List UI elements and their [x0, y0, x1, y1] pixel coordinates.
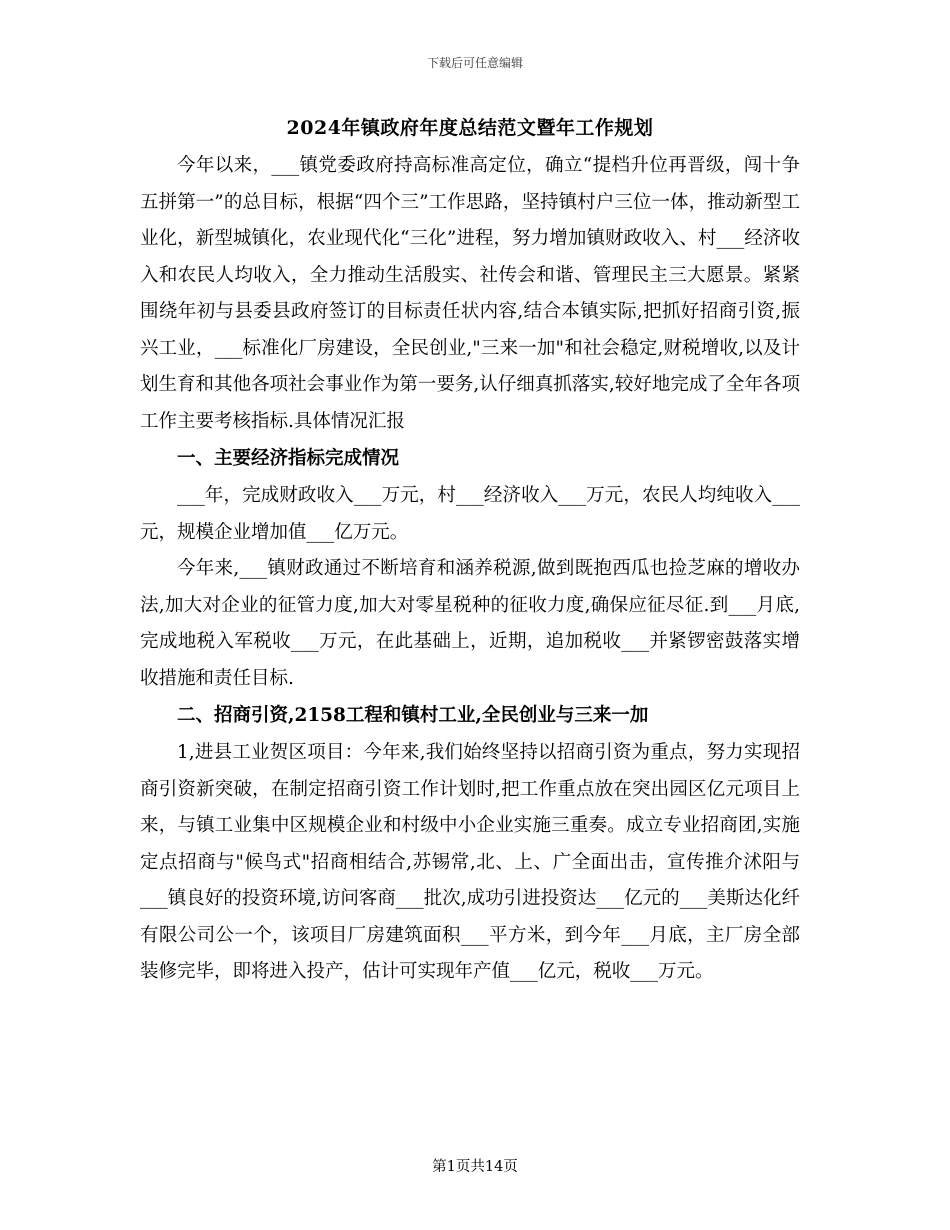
section-2-heading: 二、招商引资,2158工程和镇村工业,全民创业与三来一加 — [177, 705, 649, 726]
document-title: 2024年镇政府年度总结范文暨年工作规划 — [286, 117, 654, 139]
intro-paragraph: 今年以来，___镇党委政府持高标准高定位，确立“提档升位再晋级，闯十争五拼第一”的总目标，根据“四个三”工作思路，坚持镇村户三位一体，推动新型工业化，新型城镇化，农业现代化“三化”进程，努力增加镇财政收入、村___经济收入和农民人均收入，全力推动生活殷实、社传会和谐、管理民主三大愿景。紧紧围绕年初与县委县政府签订的目标责任状内容,结合本镇实际,把抓好招商引资,振兴工业，___标准化厂房建设，全民创业,"三来一加"和社会稳定,财税增收,以及计划生育和其他各项社会事业作为第一要务,认仔细真抓落实,较好地完成了全年各项工作主要考核指标.具体情况汇报 — [140, 155, 800, 432]
section-1-heading: 一、主要经济指标完成情况 — [177, 448, 400, 469]
header-note: 下载后可任意编辑 — [426, 56, 523, 70]
section-2-paragraph-1: 1,进县工业贺区项目：今年来,我们始终坚持以招商引资为重点，努力实现招商引资新突破，在制定招商引资工作计划时,把工作重点放在突出园区亿元项目上来，与镇工业集中区规模企业和村级中小企业实施三重奏。成立专业招商团,实施定点招商与"候鸟式"招商相结合,苏锡常,北、上、广全面出击，宣传推介沭阳与___镇良好的投资环境,访问客商___批次,成功引进投资达___亿元的___美斯达化纤有限公司公一个，该项目厂房建筑面积___平方米，到今年___月底，主厂房全部装修完毕，即将进入投产，估计可实现年产值___亿元，税收___万元。 — [140, 742, 800, 982]
section-1-paragraph-1: ___年，完成财政收入___万元，村___经济收入___万元，农民人均纯收入___元，规模企业增加值___亿万元。 — [140, 485, 800, 543]
page-number-footer: 第1页共14页 — [432, 1159, 518, 1175]
document-body — [140, 108, 800, 991]
section-1-paragraph-2: 今年来,___镇财政通过不断培育和涵养税源,做到既抱西瓜也捡芝麻的增收办法,加大对企业的征管力度,加大对零星税种的征收力度,确保应征尽征.到___月底,完成地税入军税收___万元，在此基础上，近期，追加税收___并紧锣密鼓落实增收措施和责任目标. — [140, 558, 800, 689]
